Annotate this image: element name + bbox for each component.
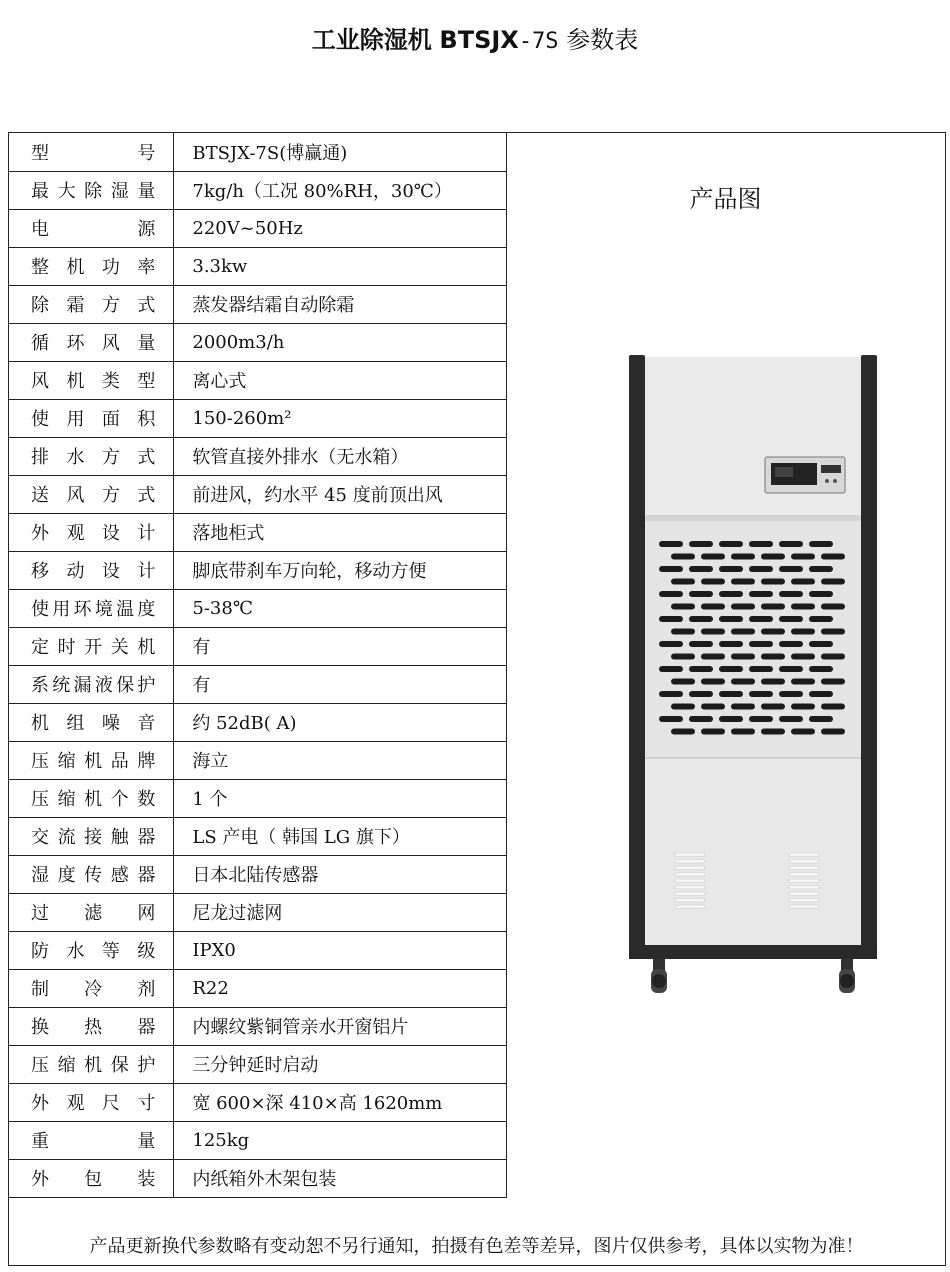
spec-row [9,627,507,665]
spec-key: 压缩机品牌 [9,741,174,779]
left-side-frame [629,355,645,947]
spec-value: 三分钟延时启动 [174,1045,507,1083]
spec-key: 交流接触器 [9,817,174,855]
spec-key: 使用面积 [9,399,174,437]
title-model-light: -7S [518,29,559,54]
upper-panel [645,357,861,519]
spec-value: 内螺纹紫铜管亲水开窗铝片 [174,1007,507,1045]
spec-value: 125kg [174,1121,507,1159]
spec-value: 离心式 [174,361,507,399]
spec-row [9,589,507,627]
spec-key: 防水等级 [9,931,174,969]
spec-key: 外观设计 [9,513,174,551]
spec-key: 整机功率 [9,247,174,285]
spec-value: 约 52dB( A) [174,703,507,741]
spec-row [9,665,507,703]
spec-row [9,247,507,285]
spec-sheet [8,132,946,1266]
spec-key: 重量 [9,1121,174,1159]
spec-key: 过滤网 [9,893,174,931]
spec-value: 尼龙过滤网 [174,893,507,931]
spec-key: 排水方式 [9,437,174,475]
spec-row [9,931,507,969]
spec-value: 5-38℃ [174,589,507,627]
spec-value: 220V~50Hz [174,209,507,247]
spec-key: 系统漏液保护 [9,665,174,703]
spec-value: 3.3kw [174,247,507,285]
spec-row [9,741,507,779]
spec-value: 1 个 [174,779,507,817]
spec-key: 使用环境温度 [9,589,174,627]
spec-row [9,513,507,551]
spec-row [9,1159,507,1197]
unit-base [629,945,877,959]
spec-row [9,475,507,513]
spec-key: 换热器 [9,1007,174,1045]
spec-key: 外观尺寸 [9,1083,174,1121]
spec-row [9,779,507,817]
spec-key: 压缩机个数 [9,779,174,817]
spec-row [9,437,507,475]
spec-value: 落地柜式 [174,513,507,551]
spec-value: 2000m3/h [174,323,507,361]
spec-key: 最大除湿量 [9,171,174,209]
control-panel [765,457,845,493]
title-cn: 工业除湿机 [311,26,432,54]
spec-row [9,1007,507,1045]
spec-row [9,1045,507,1083]
spec-row [9,209,507,247]
spec-key: 压缩机保护 [9,1045,174,1083]
spec-row [9,285,507,323]
spec-row [9,399,507,437]
spec-key: 湿度传感器 [9,855,174,893]
spec-key: 风机类型 [9,361,174,399]
spec-row [9,133,507,171]
spec-value: 脚底带刹车万向轮，移动方便 [174,551,507,589]
spec-value: 前进风，约水平 45 度前顶出风 [174,475,507,513]
spec-row [9,969,507,1007]
spec-key: 机组噪音 [9,703,174,741]
spec-row [9,1121,507,1159]
lower-panel [645,759,861,945]
product-panel [507,133,944,1228]
spec-row [9,551,507,589]
spec-value: 日本北陆传感器 [174,855,507,893]
product-panel-title: 产品图 [689,185,762,213]
spec-value: R22 [174,969,507,1007]
spec-row [9,171,507,209]
spec-value: 软管直接外排水（无水箱） [174,437,507,475]
spec-value: 有 [174,665,507,703]
spec-value: IPX0 [174,931,507,969]
left-caster [651,959,667,993]
title-model-bold: BTSJX [439,26,519,54]
page-title [0,20,950,55]
spec-key: 除霜方式 [9,285,174,323]
dehumidifier-image [629,355,879,1000]
spec-value: 海立 [174,741,507,779]
spec-key: 循环风量 [9,323,174,361]
spec-row [9,703,507,741]
spec-value: 宽 600×深 410×高 1620mm [174,1083,507,1121]
spec-value: 150-260m² [174,399,507,437]
spec-row [9,893,507,931]
spec-row [9,323,507,361]
spec-key: 定时开关机 [9,627,174,665]
footer-disclaimer: 产品更新换代参数略有变动恕不另行通知，拍摄有色差等差异，图片仅供参考，具体以实物为准！ [89,1236,864,1257]
right-caster [839,959,855,993]
right-side-frame [861,355,877,947]
spec-row [9,817,507,855]
spec-value: 蒸发器结霜自动除霜 [174,285,507,323]
spec-key: 送风方式 [9,475,174,513]
spec-row [9,1083,507,1121]
spec-key: 移动设计 [9,551,174,589]
spec-value: 7kg/h（工况 80%RH，30℃） [174,171,507,209]
spec-value: 有 [174,627,507,665]
spec-key: 制冷剂 [9,969,174,1007]
spec-key: 电源 [9,209,174,247]
spec-value: 内纸箱外木架包装 [174,1159,507,1197]
spec-row [9,855,507,893]
spec-value: LS 产电（ 韩国 LG 旗下） [174,817,507,855]
spec-value: BTSJX-7S(博赢通) [174,133,507,171]
spec-row [9,361,507,399]
spec-table [9,133,507,1198]
title-suffix: 参数表 [566,26,639,54]
spec-key: 型号 [9,133,174,171]
spec-key: 外包装 [9,1159,174,1197]
